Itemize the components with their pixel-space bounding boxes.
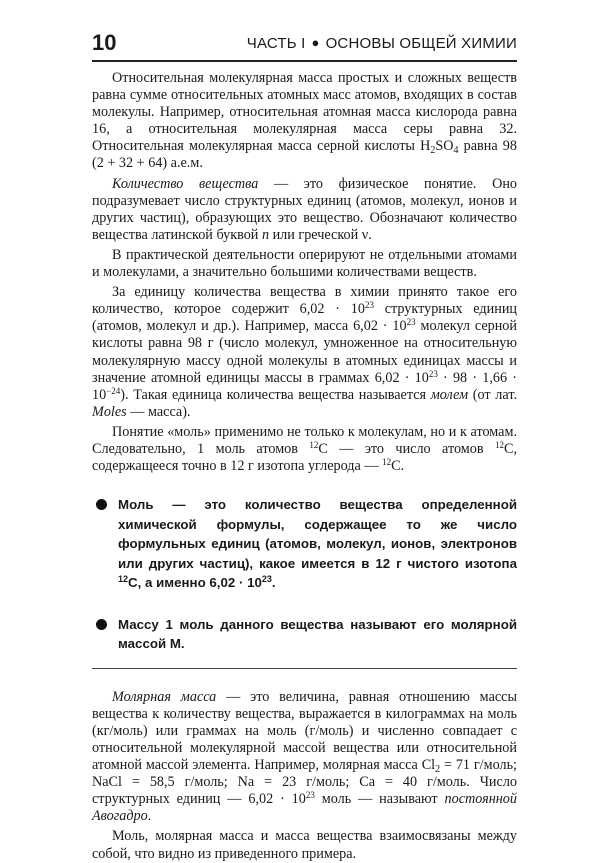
paragraph-molecular-mass: Относительная молекулярная масса простых и сложных веществ равна сумме относительных атомных масс атомов, входящих в состав молекулы. Например, относительная атомная масса кислорода равна 16, а относительная молекулярная масса серы равна 32. Относительная молекулярная масса серной кислоты $H_2SO_4$ равна 98 (2 + 32 + 64) а.е.м. <box>92 70 517 172</box>
section-divider <box>92 668 517 669</box>
page-body <box>92 70 517 863</box>
paragraph-mole-unit: За единицу количества вещества в химии принято такое его количество, которое содержит $6,02 \cdot 10^{23}$ структурных единиц (атомов, молекул и др.). Например, масса $6,02 \cdot 10^{23}$ молекул серной кислоты равна 98 г (число молекул, умноженное на относительную молекулярную массу одной молекулы в атомных единицах массы и значение атомной единицы массы в граммах $6,02 \cdot 10^{23} \cdot 98 \cdot 1,66 \cdot 10^{-24}$). Такая единица количества вещества называется молем (от лат. Moles — масса). <box>92 284 518 420</box>
term-mole: молем <box>430 386 469 403</box>
paragraph-amount-of-substance: Количество вещества — это физическое понятие. Оно подразумевает число структурных единиц (атомов, молекул, ионов и других частиц), образующих это вещество. Обозначают количество вещества латинской буквой n или греческой ν. <box>92 175 518 243</box>
term-molar-mass: Молярная масса <box>112 688 217 705</box>
chapter-title: ОСНОВЫ ОБЩЕЙ ХИМИИ <box>325 35 517 52</box>
definition-molar-mass: Массу 1 моль данного вещества называют его молярной массой М. <box>92 615 517 654</box>
bullet-icon: ● <box>311 35 320 50</box>
paragraph-mole-atoms: Понятие «моль» применимо не только к молекулам, но и к атомам. Следовательно, 1 моль атомов $^{12}$С — это число атомов $^{12}$С, содержащееся точно в 12 г изотопа углерода — $^{12}$С. <box>92 423 517 475</box>
paragraph-molar-mass: Молярная масса — это величина, равная отношению массы вещества к количеству вещества, выражается в килограммах на моль (кг/моль) или граммах на моль (г/моль) и численно совпадает с относительной молекулярной массой вещества или относительной атомной массой элемента. Например, молярная масса $Cl_2 = 71$ г/моль; NaCl = 58,5 г/моль; Na = 23 г/моль; Ca = 40 г/моль. Число структурных единиц — $6,02 \cdot 10^{23}$ моль — называют постоянной Авогадро. <box>92 688 517 825</box>
bullet-icon <box>96 619 107 630</box>
bullet-icon <box>96 499 107 510</box>
part-label: ЧАСТЬ I <box>246 35 306 52</box>
term-avogadro: постоянной Авогадро <box>92 791 517 825</box>
running-head <box>247 35 517 52</box>
term-amount: Количество вещества <box>112 175 259 192</box>
definition-mole: Моль — это количество вещества определенной химической формулы, содержащее то же число формульных единиц (атомов, молекул, ионов, электронов или других частиц), какое имеется в 12 г чистого изотопа $^{12}$С, а именно $6,02 \cdot 10^{23}$. <box>92 495 517 593</box>
page-header <box>92 30 517 58</box>
paragraph-practice: В практической деятельности оперируют не отдельными атомами и молекулами, а значительно большими количествами веществ. <box>92 246 517 281</box>
paragraph-relation: Моль, молярная масса и масса вещества взаимосвязаны между собой, что видно из приведенного примера. <box>92 828 517 862</box>
header-rule <box>92 60 517 62</box>
page-number: 10 <box>92 30 117 55</box>
